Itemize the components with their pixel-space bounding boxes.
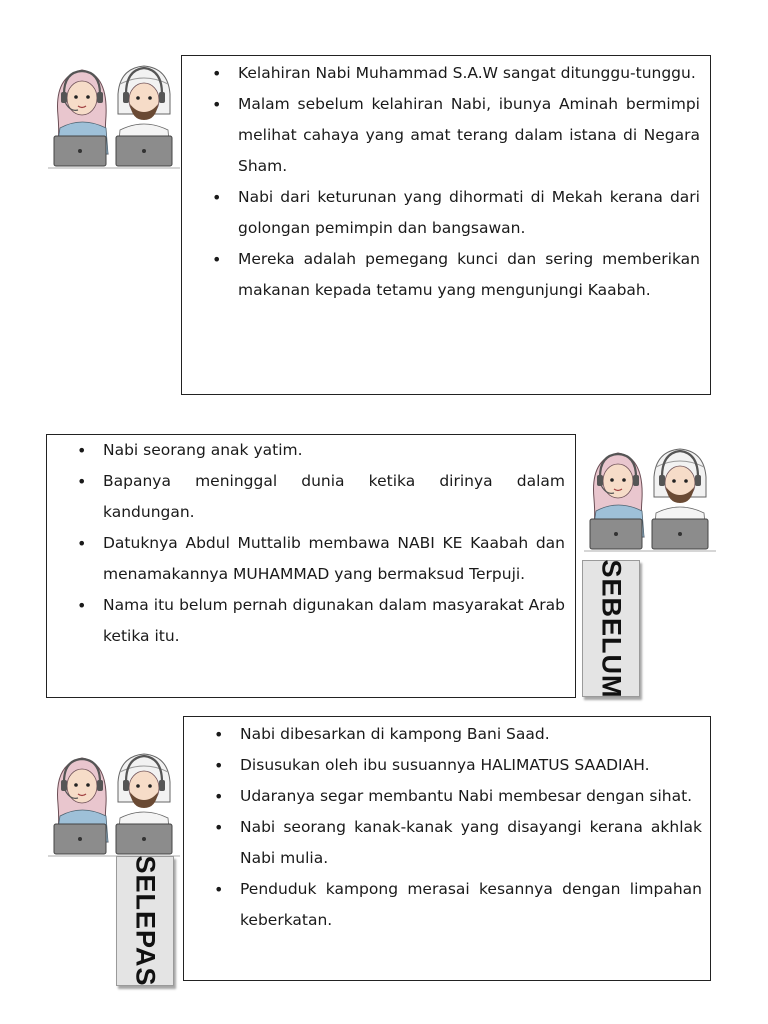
- section-label-sebelum: [582, 560, 640, 697]
- illustration-headset-operators: [48, 54, 180, 176]
- list-item: • Nama itu belum pernah digunakan dalam masyarakat Arab ketika itu.: [75, 590, 565, 652]
- section-label-text: SELEPAS: [130, 855, 161, 987]
- list-item: • Bapanya meninggal dunia ketika dirinya dalam kandungan.: [75, 466, 565, 528]
- two-people-headset-icon: [48, 54, 180, 176]
- info-box-selepas: [183, 716, 711, 981]
- illustration-headset-operators: [48, 742, 180, 864]
- list-item: • Nabi seorang kanak-kanak yang disayangi kerana akhlak Nabi mulia.: [212, 812, 702, 874]
- two-people-headset-icon: [584, 437, 716, 559]
- list-item: • Nabi seorang anak yatim.: [75, 435, 565, 466]
- two-people-headset-icon: [48, 742, 180, 864]
- list-item: • Datuknya Abdul Muttalib membawa NABI KE Kaabah dan menamakannya MUHAMMAD yang bermaksud Terpuji.: [75, 528, 565, 590]
- list-item: • Kelahiran Nabi Muhammad S.A.W sangat ditunggu-tunggu.: [210, 58, 700, 89]
- list-item: • Nabi dibesarkan di kampong Bani Saad.: [212, 719, 702, 750]
- list-item: • Mereka adalah pemegang kunci dan sering memberikan makanan kepada tetamu yang mengunjungi Kaabah.: [210, 244, 700, 306]
- illustration-headset-operators: [584, 437, 716, 559]
- info-box-sebelum: [46, 434, 576, 698]
- list-item: • Penduduk kampong merasai kesannya dengan limpahan keberkatan.: [212, 874, 702, 936]
- section-label-text: SEBELUM: [596, 558, 627, 699]
- list-item: • Udaranya segar membantu Nabi membesar dengan sihat.: [212, 781, 702, 812]
- list-item: • Nabi dari keturunan yang dihormati di Mekah kerana dari golongan pemimpin dan bangsawan.: [210, 182, 700, 244]
- info-box-kelahiran: [181, 55, 711, 395]
- list-item: • Disusukan oleh ibu susuannya HALIMATUS SAADIAH.: [212, 750, 702, 781]
- list-item: • Malam sebelum kelahiran Nabi, ibunya Aminah bermimpi melihat cahaya yang amat terang dalam istana di Negara Sham.: [210, 89, 700, 182]
- section-label-selepas: [116, 856, 174, 986]
